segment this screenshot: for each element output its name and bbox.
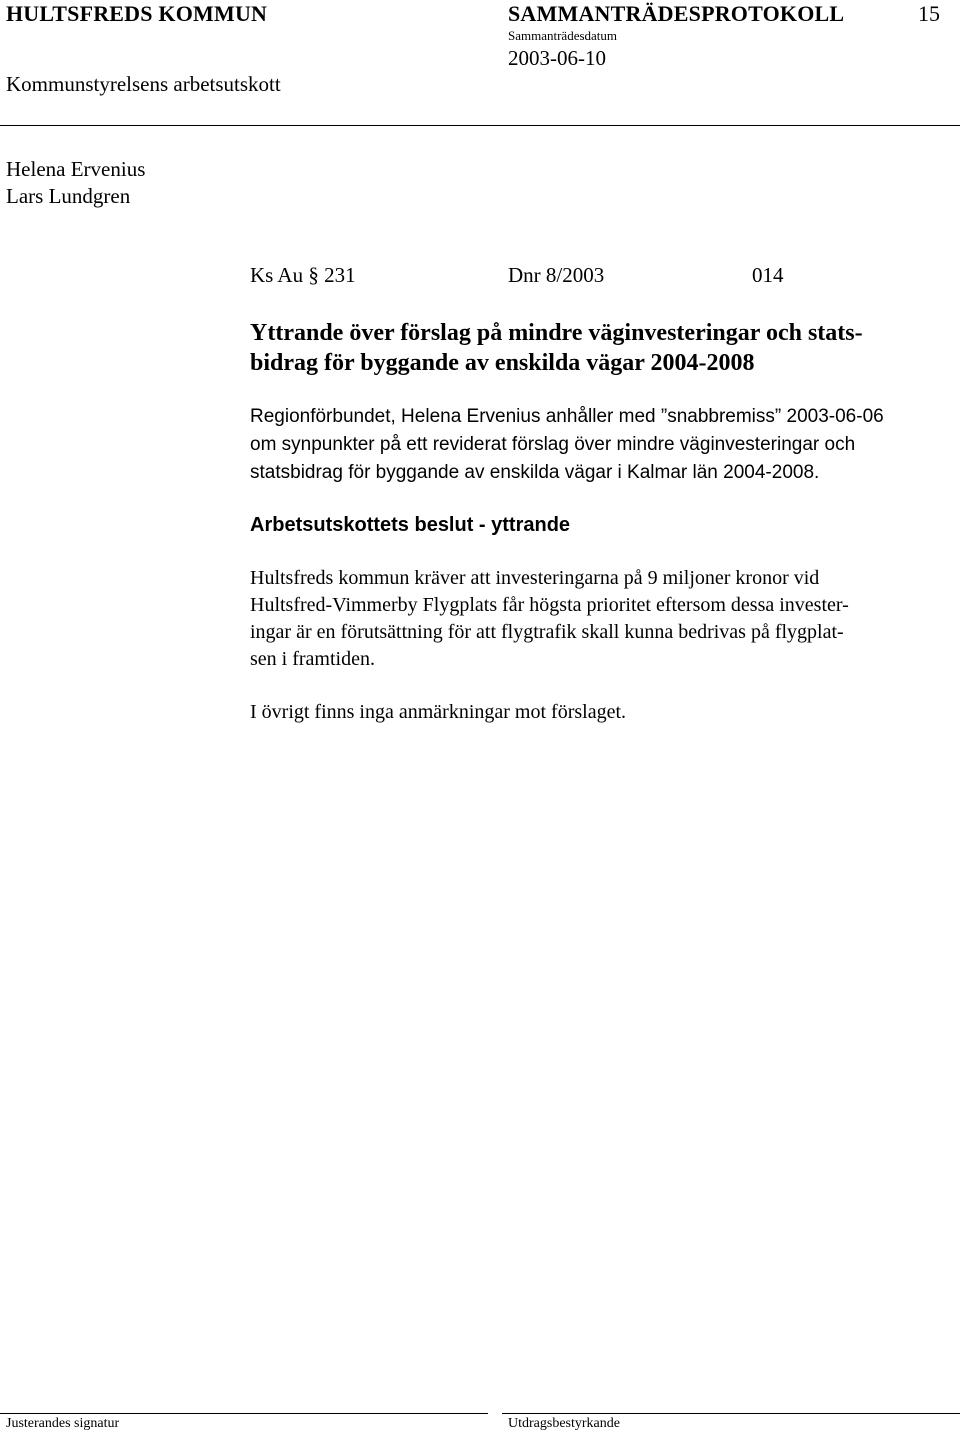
header-divider	[0, 125, 960, 126]
decision-text-line: Hultsfred-Vimmerby Flygplats får högsta prioritet eftersom dessa invester-	[250, 594, 849, 616]
meeting-date: 2003-06-10	[508, 46, 606, 70]
paragraph-number: Ks Au § 231	[250, 263, 356, 287]
meeting-date-label: Sammanträdesdatum	[508, 28, 618, 43]
signature-divider	[0, 1413, 488, 1414]
case-title-line: Yttrande över förslag på mindre väginvesteringar och stats-	[250, 320, 863, 346]
recipient-name: Lars Lundgren	[6, 184, 131, 208]
committee-name: Kommunstyrelsens arbetsutskott	[6, 72, 281, 96]
closing-text: I övrigt finns inga anmärkningar mot förslaget.	[250, 701, 627, 723]
recipient-name: Helena Ervenius	[6, 157, 146, 181]
document-type: SAMMANTRÄDESPROTOKOLL	[508, 1, 845, 26]
decision-text-line: sen i framtiden.	[250, 648, 375, 670]
signature-label: Justerandes signatur	[6, 1416, 120, 1431]
background-text-line: om synpunkter på ett reviderat förslag över mindre väginvesteringar och	[250, 434, 856, 455]
decision-text-line: ingar är en förutsättning för att flygtrafik skall kunna bedrivas på flygplat-	[250, 621, 844, 643]
extract-label: Utdragsbestyrkande	[508, 1416, 620, 1431]
page-number: 15	[918, 1, 940, 26]
diary-number: Dnr 8/2003	[508, 263, 605, 287]
decision-heading: Arbetsutskottets beslut - yttrande	[250, 514, 571, 536]
case-title-line: bidrag för byggande av enskilda vägar 2004-2008	[250, 350, 755, 376]
background-text-line: Regionförbundet, Helena Ervenius anhåller med ”snabbremiss” 2003-06-06	[250, 406, 884, 427]
extract-divider	[502, 1413, 960, 1414]
archive-code: 014	[752, 263, 784, 287]
background-text-line: statsbidrag för byggande av enskilda vägar i Kalmar län 2004-2008.	[250, 462, 820, 483]
decision-text-line: Hultsfreds kommun kräver att investeringarna på 9 miljoner kronor vid	[250, 567, 820, 589]
organization-name: HULTSFREDS KOMMUN	[6, 1, 268, 26]
